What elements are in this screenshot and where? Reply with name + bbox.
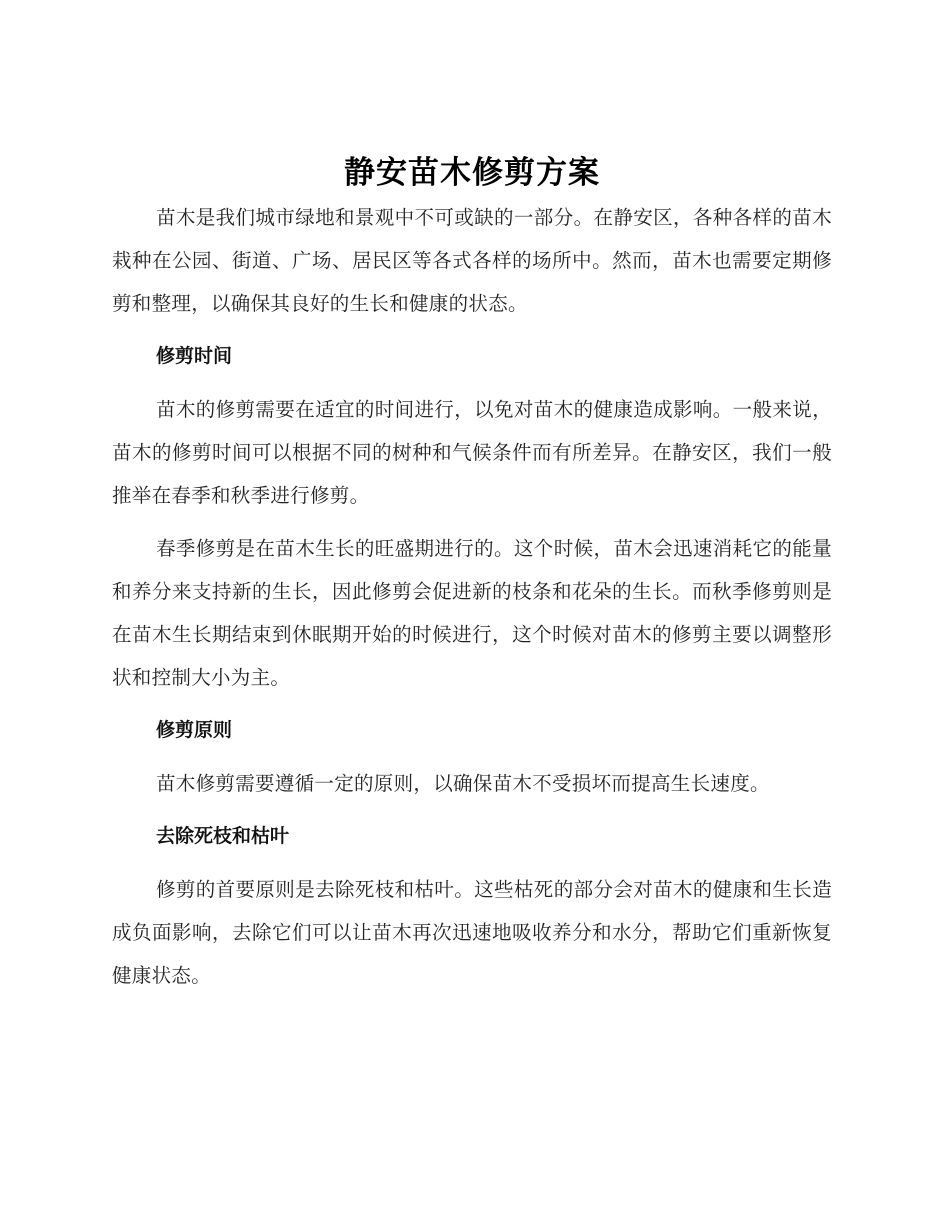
section-heading: 修剪时间	[156, 345, 233, 367]
page-title: 静安苗木修剪方案	[344, 155, 600, 191]
section-heading: 去除死枝和枯叶	[156, 825, 290, 847]
section-heading: 修剪原则	[156, 719, 233, 741]
section-paragraph: 春季修剪是在苗木生长的旺盛期进行的。这个时候，苗木会迅速消耗它的能量和养分来支持新的生长，因此修剪会促进新的枝条和花朵的生长。而秋季修剪则是在苗木生长期结束到休眠期开始的时候进行，这个时候对苗木的修剪主要以调整形状和控制大小为主。	[112, 537, 832, 689]
section-paragraph: 修剪的首要原则是去除死枝和枯叶。这些枯死的部分会对苗木的健康和生长造成负面影响，去除它们可以让苗木再次迅速地吸收养分和水分，帮助它们重新恢复健康状态。	[112, 878, 832, 987]
section-remove-dead-branches	[112, 815, 832, 997]
section-paragraph: 苗木的修剪需要在适宜的时间进行，以免对苗木的健康造成影响。一般来说，苗木的修剪时间可以根据不同的树种和气候条件而有所差异。在静安区，我们一般推举在春季和秋季进行修剪。	[112, 398, 832, 507]
section-pruning-time	[112, 335, 832, 699]
section-paragraph: 苗木修剪需要遵循一定的原则，以确保苗木不受损坏而提高生长速度。	[156, 772, 770, 795]
section-pruning-principles	[112, 709, 832, 805]
intro-paragraph: 苗木是我们城市绿地和景观中不可或缺的一部分。在静安区，各种各样的苗木栽种在公园、街道、广场、居民区等各式各样的场所中。然而，苗木也需要定期修剪和整理，以确保其良好的生长和健康的状态。	[112, 206, 832, 315]
document-body	[112, 150, 832, 1007]
